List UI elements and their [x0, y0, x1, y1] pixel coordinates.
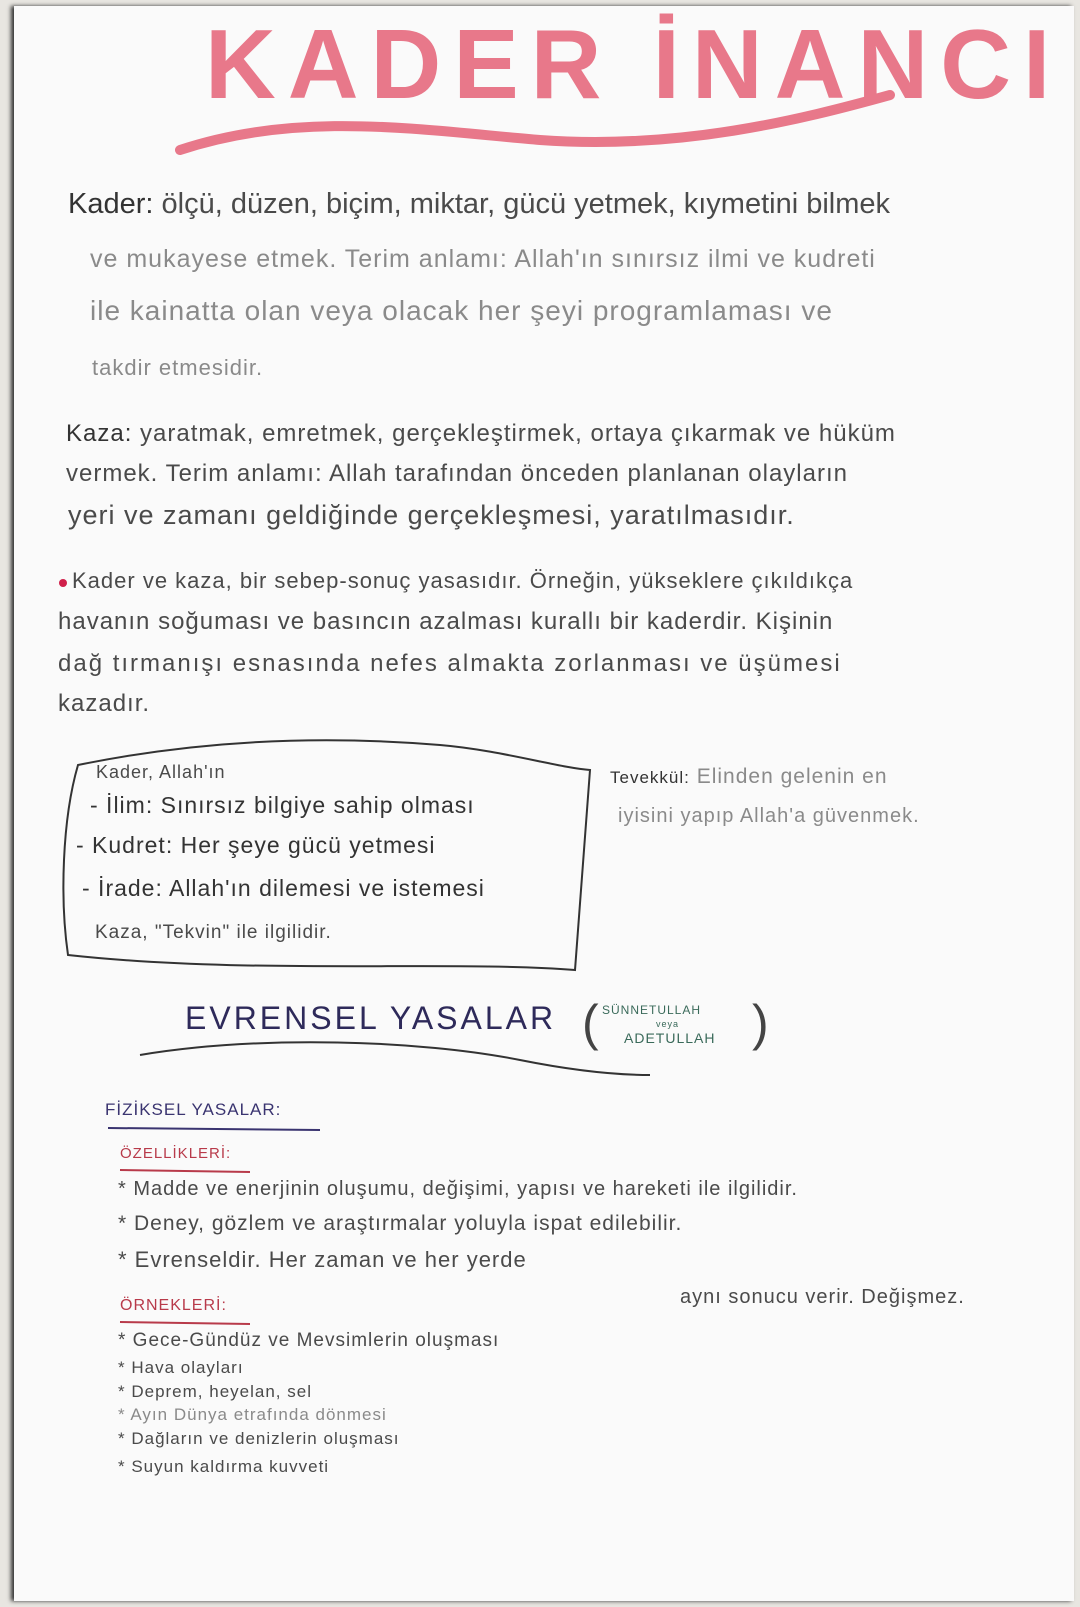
box-line-5: Kaza, "Tekvin" ile ilgilidir.	[95, 922, 332, 943]
example-6: * Suyun kaldırma kuvveti	[118, 1457, 330, 1476]
tevekkul-line-1: Tevekkül: Elinden gelenin en	[610, 765, 888, 788]
example-line-1: Kader ve kaza, bir sebep-sonuç yasasıdır. Örneğin, yükseklere çıkıldıkça	[72, 568, 854, 593]
feature-3-continued: aynı sonucu verir. Değişmez.	[680, 1286, 965, 1308]
example-line-2: havanın soğuması ve basıncın azalması kurallı bir kaderdir. Kişinin	[58, 608, 834, 635]
evrensel-underline	[140, 1042, 650, 1075]
close-paren: )	[752, 995, 769, 1051]
box-line-4: - İrade: Allah'ın dilemesi ve istemesi	[82, 875, 485, 901]
box-line-1: Kader, Allah'ın	[96, 762, 226, 782]
tevekkul-line-2: iyisini yapıp Allah'a güvenmek.	[618, 805, 920, 827]
example-5: * Dağların ve denizlerin oluşması	[118, 1429, 400, 1448]
kader-line-2: ve mukayese etmek. Terim anlamı: Allah'ın sınırsız ilmi ve kudreti	[90, 245, 876, 273]
evrensel-alt-bottom: ADETULLAH	[624, 1030, 716, 1046]
example-line-3: dağ tırmanışı esnasında nefes almakta zorlanması ve üşümesi	[58, 650, 842, 677]
feature-3: * Evrenseldir. Her zaman ve her yerde	[118, 1247, 527, 1272]
example-line-4: kazadır.	[58, 690, 151, 717]
feature-2: * Deney, gözlem ve araştırmalar yoluyla ispat edilebilir.	[118, 1212, 683, 1235]
kaza-line-1: Kaza: yaratmak, emretmek, gerçekleştirmek, ortaya çıkarmak ve hüküm	[66, 420, 896, 447]
fiziksel-heading: FİZİKSEL YASALAR:	[105, 1100, 282, 1119]
evrensel-alt-mid: veya	[656, 1019, 680, 1029]
kader-line-3: ile kainatta olan veya olacak her şeyi programlaması ve	[90, 295, 833, 326]
ozellikleri-underline	[120, 1170, 250, 1172]
open-paren: (	[582, 995, 599, 1051]
box-line-2: - İlim: Sınırsız bilgiye sahip olması	[90, 792, 475, 818]
page-title: KADER İNANCI	[205, 9, 1063, 119]
kader-line-1: Kader: ölçü, düzen, biçim, miktar, gücü yetmek, kıymetini bilmek	[68, 188, 890, 220]
evrensel-alt-top: SÜNNETULLAH	[602, 1003, 702, 1017]
box-line-3: - Kudret: Her şeye gücü yetmesi	[76, 832, 436, 858]
example-3: * Deprem, heyelan, sel	[118, 1382, 312, 1401]
feature-1: * Madde ve enerjinin oluşumu, değişimi, yapısı ve hareketi ile ilgilidir.	[118, 1178, 798, 1200]
title-underline	[180, 95, 890, 150]
bullet-dot	[59, 579, 67, 587]
examples-label: ÖRNEKLERİ:	[120, 1297, 227, 1314]
example-2: * Hava olayları	[118, 1358, 244, 1377]
kader-line-4: takdir etmesidir.	[92, 355, 264, 380]
evrensel-heading: EVRENSEL YASALAR	[185, 1000, 557, 1036]
example-4: * Ayın Dünya etrafında dönmesi	[118, 1405, 387, 1424]
fiziksel-underline	[108, 1128, 320, 1130]
ornekleri-underline	[120, 1322, 250, 1324]
kaza-line-2: vermek. Terim anlamı: Allah tarafından önceden planlanan olayların	[66, 460, 848, 487]
example-1: * Gece-Gündüz ve Mevsimlerin oluşması	[118, 1330, 500, 1351]
features-label: ÖZELLİKLERİ:	[120, 1145, 232, 1162]
kaza-line-3: yeri ve zamanı geldiğinde gerçekleşmesi, yaratılmasıdır.	[68, 500, 795, 530]
